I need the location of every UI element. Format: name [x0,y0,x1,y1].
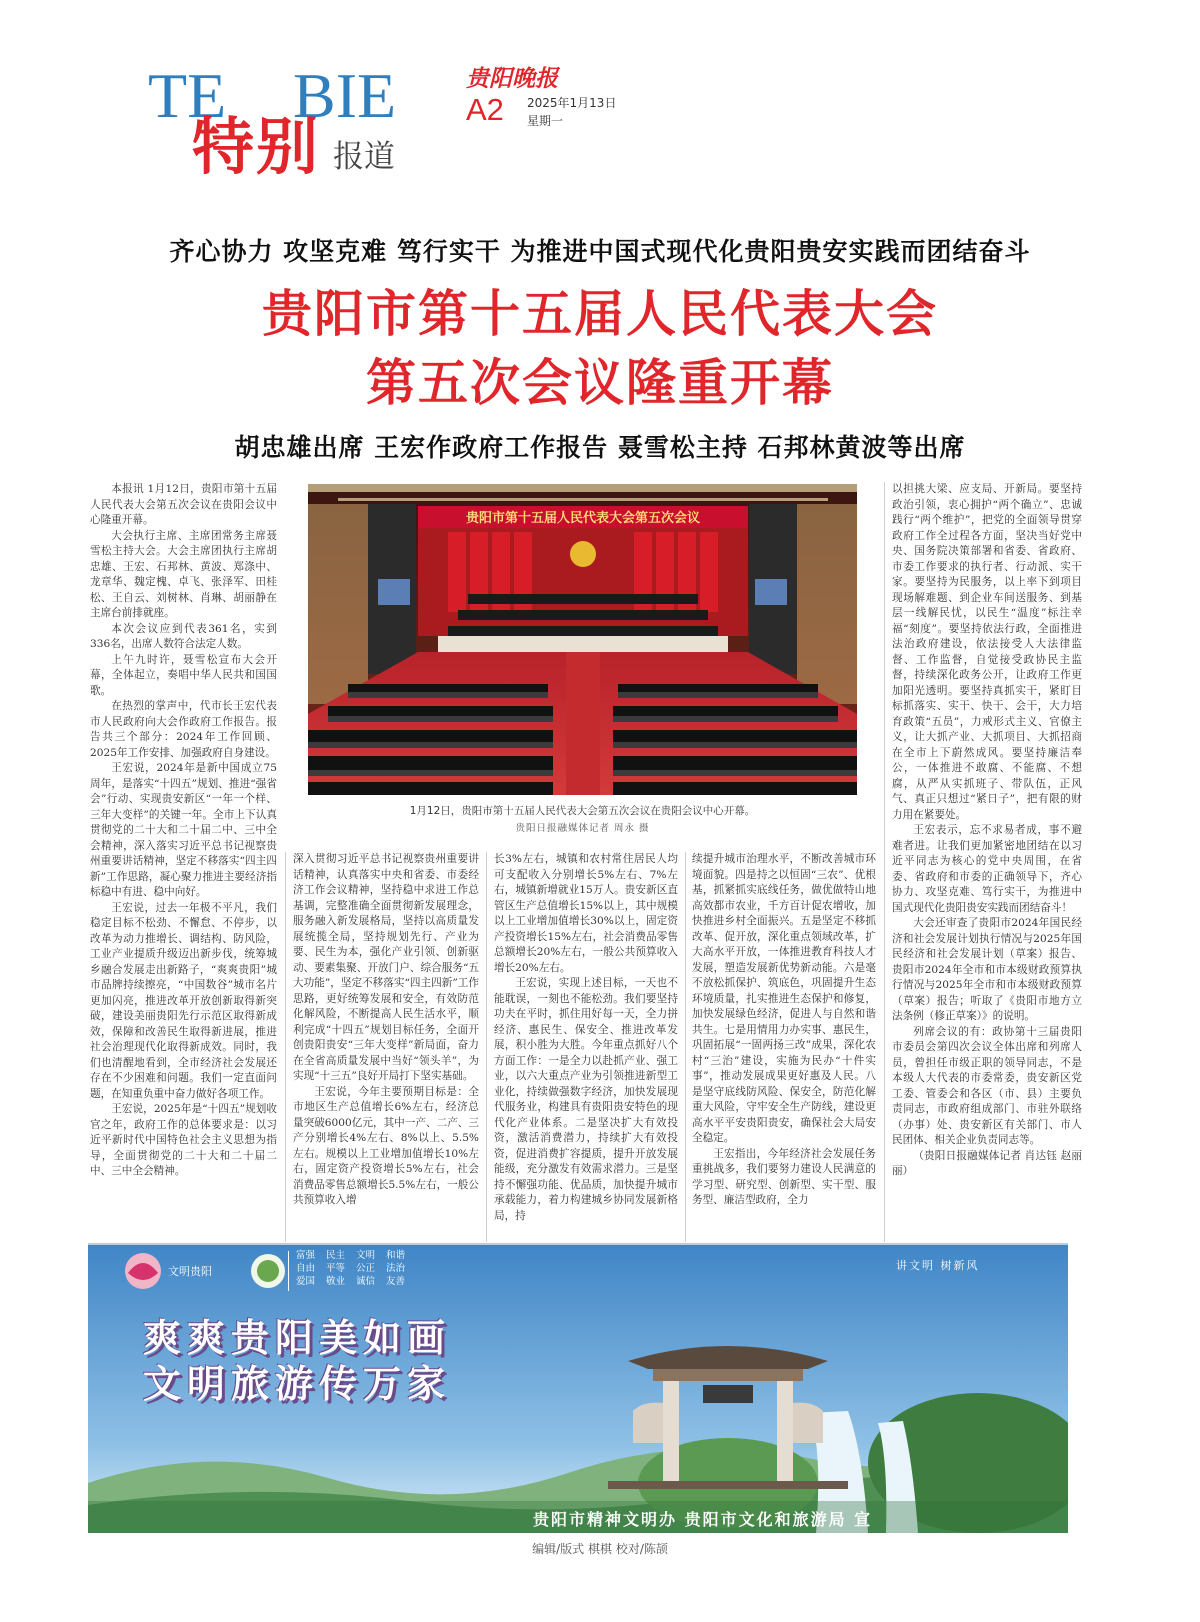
photo-credit: 贵阳日报融媒体记者 周永 摄 [515,823,650,834]
civilization-tourism-ad [88,1243,1068,1533]
paragraph: 上午九时许，聂雪松宣布大会开幕，全体起立，奏唱中华人民共和国国歌。 [90,653,277,697]
photo-caption: 1月12日，贵阳市第十五届人民代表大会第五次会议在贵阳会议中心开幕。 [409,805,756,817]
paragraph: 长3%左右，城镇和农村常住居民人均可支配收入分别增长5%左右、7%左右，城镇新增就业15万人。贵安新区直管区生产总值增长15%以上，其中规模以上工业增加值增长30%以上，固定资产投资增长15%左右，社会消费品零售总额增长20%左右，一般公共预算收入增长20%左右。 [494,853,678,974]
ad-core-values-3: 文明 公正 诚信 [356,1250,376,1287]
ad-core-values-4: 和谐 法治 友善 [386,1250,406,1287]
ad-sponsor: 贵阳市精神文明办 贵阳市文化和旅游局 宣 [533,1510,873,1529]
page-number: A2 [466,92,504,127]
column-divider [685,852,686,1242]
column-divider [884,482,885,1242]
paragraph: （贵阳日报融媒体记者 肖达钰 赵丽丽） [892,1149,1082,1177]
paragraph: 王宏说，过去一年极不平凡，我们稳定目标不松劲、不懈怠、不停步，以改革为动力推增长、调结构、防风险，工业产业提质升级迈出新步伐，统筹城乡融合发展走出新路子，“爽爽贵阳”城市品牌持续擦亮，“中国数谷”城市名片更加闪亮，推进改革开放创新取得新突破，建设美丽贵阳先行示范区取得新成效，保障和改善民生取得新进展，推进社会治理现代化取得新成效。同时，我们也清醒地看到，全市经济社会发展还存在不少困难和问题。我们一定直面问题，在知重负重中奋力做好各项工作。 [90,901,277,1100]
article-column-1 [90,482,277,1242]
paragraph: 大会执行主席、主席团常务主席聂雪松主持大会。大会主席团执行主席胡忠雄、王宏、石邦林、黄波、郑涤中、龙章华、魏定槐、卓飞、张泽军、田桂松、王自云、刘树林、肖琳、胡丽静在主席台前排就座。 [90,529,277,619]
paragraph: 王宏表示，忘不求易者成，事不避难者进。让我们更加紧密地团结在以习近平同志为核心的党中央周围，在省委、省政府和市委的正确领导下，齐心协力、攻坚克难、笃行实干，为推进中国式现代化贵阳贵安实践而团结奋斗！ [892,824,1082,914]
paragraph: 大会还审查了贵阳市2024年国民经济和社会发展计划执行情况与2025年国民经济和社会发展计划（草案）报告、贵阳市2024年全市和市本级财政预算执行情况与2025年全市和市本级财政预算（草案）报告；听取了《贵阳市地方立法条例（修正草案）》的说明。 [892,917,1082,1022]
newspaper-name: 贵阳晚报 [466,65,558,92]
article-column-5 [892,482,1082,1242]
column-logo-suffix: 报道 [333,139,395,175]
paragraph: 以担挑大梁、应支局、开新局。要坚持政治引领，衷心拥护“两个确立”、忠诚践行“两个维护”，把党的全面领导贯穿政府工作全过程各方面，坚决当好党中央、国务院决策部署和省委、省政府、市委工作要求的执行者、行动派、实干家。要坚持为民服务，以上率下到项目现场解难题、到企业车间送服务、到基层一线解民忧，以民生“温度”标注幸福“刻度”。要坚持依法行政，全面推进法治政府建设，依法接受人大法律监督、工作监督，自觉接受政协民主监督，持续深化政务公开，让政府工作更加阳光透明。要坚持真抓实干，紧盯目标抓落实、实干、快干、会干，大力培育政策“五员”，力戒形式主义、官僚主义，让大抓产业、大抓项目、大抓招商在全市上下蔚然成风。要坚持廉洁奉公，一体推进不敢腐、不能腐、不想腐，从严从实抓班子、带队伍，正风气、真正只想过“紧日子”，把有限的财力用在紧要处。 [892,483,1082,821]
article-column-2 [293,852,479,1242]
article-column-3 [494,852,678,1242]
ad-logo-text: 文明贵阳 [168,1265,212,1278]
ad-slogan-line2: 文明旅游传万家 [143,1362,452,1406]
paragraph: 本次会议应到代表361名，实到336名，出席人数符合法定人数。 [90,622,277,650]
paragraph: 深入贯彻习近平总书记视察贵州重要讲话精神，认真落实中央和省委、市委经济工作会议精神，坚持稳中求进工作总基调，完整准确全面贯彻新发展理念，服务融入新发展格局，坚持以高质量发展统揽全局，坚持规划先行、产业为要、民生为本，强化产业引领、创新驱动、要素集聚、开放门户、综合服务“五大功能”，坚定不移落实“四主四新”工作思路，更好统筹发展和安全，有效防范化解风险，不断提高人民生活水平，顺利完成“十四五”规划目标任务，全面开创贵阳贵安“三年大变样”新局面，奋力在全省高质量发展中当好“领头羊”，为实现“十三五”良好开局打下坚实基础。 [293,853,479,1082]
paragraph: 本报讯 1月12日，贵阳市第十五届人民代表大会第五次会议在贵阳会议中心隆重开幕。 [90,483,277,526]
column-divider [285,852,286,1242]
paragraph: 王宏说，实现上述目标，一天也不能耽误，一刻也不能松劲。我们要坚持功夫在平时，抓住用好每一天，全力拼经济、惠民生、保安全、推进改革发展，积小胜为大胜。今年重点抓好八个方面工作：一是全力以赴抓产业、强工业，以六大重点产业为引领推进新型工业化，持续做强数字经济，加快发展现代服务业，构建具有贵阳贵安特色的现代化产业体系。二是坚决扩大有效投资，激活消费潜力，持续扩大有效投资，促进消费扩容提质，提升开放发展能级，充分激发有效需求潜力。三是坚持不懈强功能、优品质，加快提升城市承载能力，着力构建城乡协同发展新格局，持 [494,977,678,1222]
paragraph: 续提升城市治理水平，不断改善城市环境面貌。四是持之以恒固“三农”、优根基，抓紧抓实底线任务，做优做特山地高效都市农业，千方百计促农增收，加快推进乡村全面振兴。五是坚定不移抓改革、促开放，深化重点领域改革，扩大高水平开放，一体推进教育科技人才发展，塑造发展新优势新动能。六是毫不放松抓保护、筑底色，巩固提升生态环境质量，扎实推进生态保护和修复，加快发展绿色经济，促进人与自然和谐共生。七是用情用力办实事、惠民生，巩固拓展“一固两扬三改”成果，深化农村“三治”建设，实施为民办“十件实事”，推动发展成果更好惠及人民。八是坚守底线防风险、保安全，防范化解重大风险，守牢安全生产防线，建设更高水平平安贵阳贵安，确保社会大局安全稳定。 [692,853,876,1144]
paragraph: 王宏说，2025年是“十四五”规划收官之年，政府工作的总体要求是：以习近平新时代中国特色社会主义思想为指导，全面贯彻党的二十大和二十届二中、三中全会精神。 [90,1103,277,1177]
paragraph: 王宏指出，今年经济社会发展任务重挑战多，我们要努力建设人民满意的学习型、研究型、创新型、实干型、服务型、廉洁型政府，全力 [692,1147,876,1206]
column-logo-letters-right: BIE [293,60,397,131]
ad-core-values-2: 民主 平等 敬业 [326,1250,346,1287]
headline-subtitle: 胡忠雄出席 王宏作政府工作报告 聂雪松主持 石邦林黄波等出席 [234,433,966,462]
issue-date: 2025年1月13日 [527,96,617,110]
article-column-4 [692,852,876,1242]
paragraph: 王宏说，2024年是新中国成立75周年，是落实“十四五”规划、推进“强省会”行动、实现贵安新区“一年一个样、三年大变样”的关键一年。全市上下认真贯彻党的二十大和二十届二中、三中全会精神，深入落实习近平总书记视察贵州重要讲话精神，坚定不移落实“四主四新”工作思路，凝心聚力推进主要经济指标稳中有进、稳中向好。 [90,762,277,898]
editor-credit: 编辑/版式 棋棋 校对/陈颉 [532,1542,668,1556]
issue-weekday: 星期一 [527,114,564,128]
column-logo-name: 特别 [192,110,321,183]
headline-title-line2: 第五次会议隆重开幕 [366,354,834,412]
paragraph: 列席会议的有：政协第十三届贵阳市委员会第四次会议全体出席和列席人员，曾担任市级正职的领导同志，不是本级人大代表的市委常委，贵安新区党工委、管委会和各区（市、县）主要负责同志，市政府组成部门、市驻外联络（办事）处、贵安新区有关部门、市人民团体、相关企业负责同志等。 [892,1025,1082,1146]
ad-core-values-1: 富强 自由 爱国 [296,1250,316,1287]
conference-photo [308,484,857,795]
ad-slogan-line1: 爽爽贵阳美如画 [143,1316,452,1360]
paragraph: 在热烈的掌声中，代市长王宏代表市人民政府向大会作政府工作报告。报告共三个部分：2024年工作回顾、2025年工作安排、加强政府自身建设。 [90,700,277,759]
column-divider [486,852,487,1242]
paragraph: 王宏说，今年主要预期目标是：全市地区生产总值增长6%左右，经济总量突破6000亿元，其中一产、二产、三产分别增长4%左右、8%以上、5.5%左右。规模以上工业增加值增长10%左右，固定资产投资增长5%左右，社会消费品零售总额增长5.5%左右，一般公共预算收入增 [293,1085,479,1206]
ad-motto: 讲文明 树新风 [896,1259,980,1272]
headline-title-line1: 贵阳市第十五届人民代表大会 [262,285,938,343]
headline-kicker: 齐心协力 攻坚克难 笃行实干 为推进中国式现代化贵阳贵安实践而团结奋斗 [169,237,1031,266]
column-logo-letters-left: TE [148,60,227,131]
photo-banner-text: 贵阳市第十五届人民代表大会第五次会议 [465,511,701,526]
ad-divider [288,1251,289,1291]
